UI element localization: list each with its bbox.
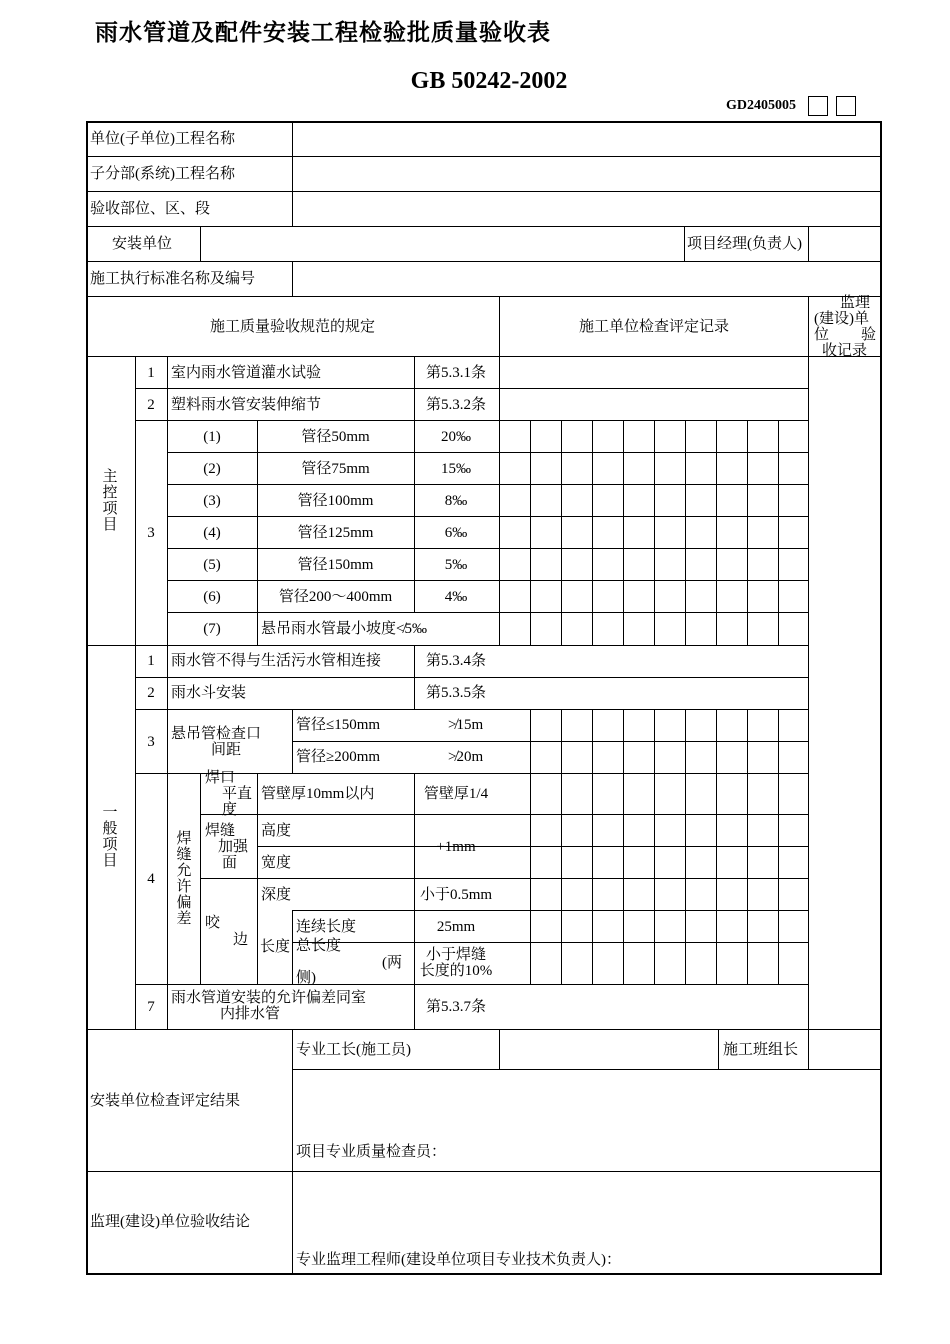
slope-row-idx: (6) (203, 589, 221, 605)
grid-line (135, 984, 809, 985)
grid-line (718, 1029, 719, 1070)
main-item-no: 2 (147, 397, 155, 413)
spec-header: 施工质量验收规范的规定 (209, 319, 375, 335)
grid-line (747, 773, 748, 985)
grid-line (200, 814, 809, 815)
grid-line (167, 452, 809, 453)
grid-line (778, 709, 779, 774)
inspector-label: 项目专业质量检查员： (296, 1144, 447, 1160)
general-item3-name: 悬吊管检查口 (171, 726, 262, 742)
general-label: 一般项目 (102, 805, 118, 869)
slope-row-idx: (2) (203, 461, 221, 477)
weld-length: 长度 (260, 939, 291, 955)
grid-line (684, 226, 685, 262)
grid-line (86, 645, 809, 646)
grid-line (292, 910, 809, 911)
general-item7-no: 7 (147, 999, 155, 1015)
grid-line (135, 709, 809, 710)
slope-row-text: 悬吊雨水管最小坡度≮5‰ (261, 621, 427, 637)
slope-row-idx: (4) (203, 525, 221, 541)
general-item3-range: 管径≥200mm (296, 749, 381, 765)
grid-line (86, 356, 881, 357)
main-item-no: 1 (147, 365, 155, 381)
general-item1-ref: 第5.3.4条 (425, 653, 486, 669)
grid-line (747, 709, 748, 774)
form-title: 雨水管道及配件安装工程检验批质量验收表 (95, 20, 551, 46)
grid-line (716, 709, 717, 774)
grid-line (167, 612, 809, 613)
general-item7-name: 雨水管道安装的允许偏差同室 (171, 990, 367, 1006)
project-manager-label: 项目经理(负责人) (687, 236, 802, 252)
grid-line (86, 296, 881, 297)
weld-reinf-label: 焊缝 (205, 823, 236, 839)
grid-line (561, 420, 562, 646)
grid-line (530, 420, 531, 646)
grid-line (135, 388, 809, 389)
grid-line (86, 1171, 881, 1172)
engineer-label: 专业监理工程师(建设单位项目专业技术负责人)： (296, 1252, 621, 1268)
weld-depth-value: 小于0.5mm (419, 887, 493, 903)
acceptance-part-label: 验收部位、区、段 (90, 201, 211, 217)
grid-line (623, 709, 624, 774)
slope-row-pipe: 管径125mm (297, 525, 374, 541)
grid-line (685, 709, 686, 774)
weld-flat-desc: 管壁厚10mm以内 (261, 786, 375, 802)
weld-reinf-value: +1mm (436, 839, 476, 855)
grid-line (135, 773, 809, 774)
grid-line (654, 420, 655, 646)
weld-cont-value: 25mm (436, 919, 476, 935)
weld-bite-label: 咬 (205, 915, 221, 931)
weld-height: 高度 (261, 823, 292, 839)
sub-division-label: 子分部(系统)工程名称 (90, 166, 235, 182)
slope-row-value: 20‰ (441, 429, 471, 445)
general-item1-no: 1 (147, 653, 155, 669)
grid-line (86, 156, 881, 157)
install-unit-label: 安装单位 (112, 236, 173, 252)
general-item3-value: ≯20m (448, 749, 484, 765)
general-item3-range: 管径≤150mm (296, 717, 381, 733)
grid-line (561, 773, 562, 985)
grid-line (623, 773, 624, 985)
standard-name-label: 施工执行标准名称及编号 (90, 271, 256, 287)
main-item3-no: 3 (147, 525, 155, 541)
grid-line (292, 741, 809, 742)
weld-cont-length: 连续长度 (296, 919, 357, 935)
weld-total-length: 侧) (296, 970, 316, 986)
slope-row-pipe: 管径200～400mm (278, 589, 393, 605)
supervision-header-l4: 收记录 (822, 343, 868, 359)
general-item4-no: 4 (147, 871, 155, 887)
grid-line (654, 773, 655, 985)
weld-reinf-label: 面 (222, 855, 238, 871)
general-item2-name: 雨水斗安装 (171, 685, 247, 701)
grid-line (808, 1029, 809, 1070)
general-item3-no: 3 (147, 734, 155, 750)
slope-row-pipe: 管径75mm (301, 461, 370, 477)
grid-line (200, 773, 201, 985)
main-item-ref: 第5.3.1条 (425, 365, 486, 381)
supervision-header-l3a: 位 (814, 327, 830, 343)
grid-line (685, 420, 686, 646)
grid-line (86, 261, 881, 262)
grid-line (86, 1273, 881, 1275)
slope-row-pipe: 管径100mm (297, 493, 374, 509)
weld-deviation-label: 焊缝允许偏差 (176, 831, 192, 927)
grid-line (167, 356, 168, 1030)
grid-line (86, 1029, 881, 1030)
slope-row-value: 8‰ (444, 493, 468, 509)
weld-bite-label: 边 (233, 932, 249, 948)
standard-code: GB 50242-2002 (410, 68, 568, 94)
slope-row-idx: (5) (203, 557, 221, 573)
grid-line (167, 516, 809, 517)
general-item2-ref: 第5.3.5条 (425, 685, 486, 701)
grid-line (592, 773, 593, 985)
grid-line (200, 226, 201, 262)
main-control-label: 主控项目 (102, 469, 118, 533)
grid-line (257, 773, 258, 985)
grid-line (257, 846, 809, 847)
supervision-header-l2: (建设)单 (814, 311, 869, 327)
grid-line (167, 548, 809, 549)
slope-row-idx: (7) (203, 621, 221, 637)
grid-line (880, 121, 882, 1275)
grid-line (716, 773, 717, 985)
grid-line (592, 420, 593, 646)
weld-flat-label: 平直 (222, 786, 253, 802)
grid-line (716, 420, 717, 646)
grid-line (561, 709, 562, 774)
grid-line (414, 420, 415, 613)
form-code: GD2405005 (726, 98, 796, 113)
grid-line (292, 1029, 293, 1275)
main-item-name: 塑料雨水管安装伸缩节 (171, 397, 322, 413)
grid-line (292, 910, 293, 985)
grid-line (86, 191, 881, 192)
slope-row-idx: (3) (203, 493, 221, 509)
weld-flat-label: 度 (222, 802, 238, 818)
grid-line (778, 773, 779, 985)
general-item2-no: 2 (147, 685, 155, 701)
general-item3-name: 间距 (211, 742, 242, 758)
grid-line (654, 709, 655, 774)
weld-reinf-label: 加强 (218, 839, 249, 855)
weld-flat-value: 管壁厚1/4 (423, 786, 489, 802)
code-checkbox-2[interactable] (836, 96, 856, 116)
grid-line (592, 709, 593, 774)
code-checkbox-1[interactable] (808, 96, 828, 116)
grid-line (292, 709, 293, 774)
main-item-ref: 第5.3.2条 (425, 397, 486, 413)
grid-line (808, 226, 809, 262)
grid-line (86, 121, 88, 1275)
slope-row-idx: (1) (203, 429, 221, 445)
grid-line (778, 420, 779, 646)
main-item-name: 室内雨水管道灌水试验 (171, 365, 322, 381)
supervision-conclusion-label: 监理(建设)单位验收结论 (90, 1214, 250, 1230)
weld-width: 宽度 (261, 855, 292, 871)
grid-line (808, 296, 809, 1030)
slope-row-pipe: 管径50mm (301, 429, 370, 445)
weld-total-length: 总长度 (296, 938, 342, 954)
supervision-header-l3b: 验 (861, 327, 877, 343)
grid-line (685, 773, 686, 985)
grid-line (292, 1069, 881, 1070)
slope-row-pipe: 管径150mm (297, 557, 374, 573)
slope-row-value: 4‰ (444, 589, 468, 605)
grid-line (530, 709, 531, 774)
record-header: 施工单位检查评定记录 (578, 319, 729, 335)
weld-total-length: (两 (382, 955, 402, 971)
grid-line (292, 942, 809, 943)
general-item1-name: 雨水管不得与生活污水管相连接 (171, 653, 382, 669)
grid-line (623, 420, 624, 646)
general-item7-ref: 第5.3.7条 (425, 999, 486, 1015)
slope-row-value: 5‰ (444, 557, 468, 573)
weld-depth: 深度 (261, 887, 292, 903)
grid-line (499, 356, 500, 646)
grid-line (86, 226, 881, 227)
general-item3-value: ≯15m (448, 717, 484, 733)
grid-line (747, 420, 748, 646)
unit-project-label: 单位(子单位)工程名称 (90, 131, 235, 147)
grid-line (167, 580, 809, 581)
grid-line (135, 420, 809, 421)
grid-line (292, 121, 293, 227)
grid-line (292, 261, 293, 297)
supervision-header-l1: 监理 (840, 295, 871, 311)
slope-row-value: 6‰ (444, 525, 468, 541)
grid-line (167, 484, 809, 485)
grid-line (499, 1029, 500, 1070)
grid-line (530, 773, 531, 985)
slope-row-value: 15‰ (441, 461, 471, 477)
team-leader-label: 施工班组长 (723, 1042, 799, 1058)
grid-line (86, 121, 881, 123)
install-result-label: 安装单位检查评定结果 (90, 1093, 241, 1109)
grid-line (200, 878, 809, 879)
weld-total-value: 小于焊缝 (425, 947, 486, 963)
general-item7-name: 内排水管 (220, 1006, 281, 1022)
weld-flat-label: 焊口 (205, 770, 236, 786)
foreman-label: 专业工长(施工员) (296, 1042, 411, 1058)
grid-line (135, 677, 809, 678)
weld-total-value: 长度的10% (419, 963, 493, 979)
